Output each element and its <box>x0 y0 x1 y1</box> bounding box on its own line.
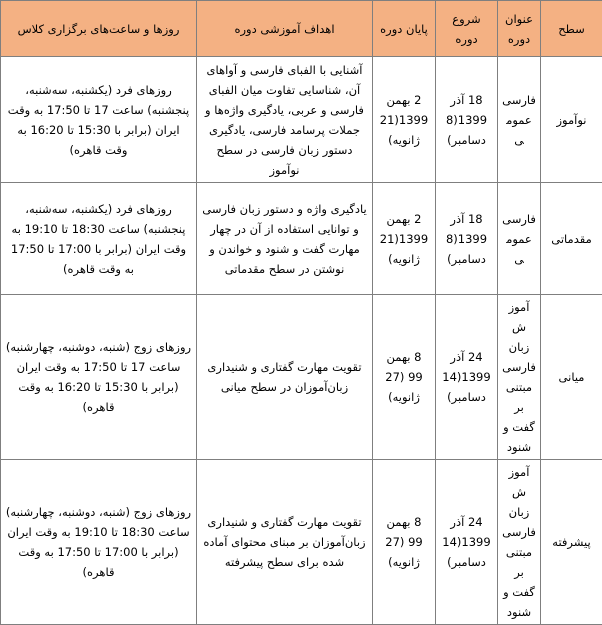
start-date-day: 18 آذر <box>440 90 493 110</box>
cell-end <box>373 460 436 625</box>
cell-end <box>373 57 436 183</box>
cell-goals: یادگیری واژه و دستور زبان فارسی و توانایی استفاده از آن در چهار مهارت گفت و شنود و خواندن و نوشتن در سطح مقدماتی <box>197 183 373 295</box>
cell-title: آموزش زبان فارسی مبتنی بر گفت و شنود <box>498 295 541 460</box>
start-date-month: دسامبر) <box>440 130 493 150</box>
cell-start <box>436 183 498 295</box>
header-start: شروع دوره <box>436 1 498 57</box>
cell-schedule: روزهای فرد (یکشنبه، سه‌شنبه، پنجشنبه) ساعت 17 تا 17:50 به وقت ایران (برابر با 15:30 تا 16:20 به وقت قاهره) <box>1 57 197 183</box>
cell-title: فارسی عمومی <box>498 57 541 183</box>
start-date-year: 1399(8 <box>440 110 493 130</box>
start-date-month: دسامبر) <box>440 249 493 269</box>
table-row <box>1 295 602 460</box>
cell-start <box>436 295 498 460</box>
cell-end <box>373 295 436 460</box>
header-level: سطح <box>541 1 602 57</box>
end-date-day: 2 بهمن <box>377 90 431 110</box>
end-date-month: ژانویه) <box>377 249 431 269</box>
start-date-year: 1399(14 <box>440 532 493 552</box>
table-header-row <box>1 1 602 57</box>
cell-title: آموزش زبان فارسی مبتنی بر گفت و شنود <box>498 460 541 625</box>
end-date-day: 8 بهمن <box>377 347 431 367</box>
cell-goals: تقویت مهارت گفتاری و شنیداری زبان‌آموزان بر مبنای محتوای آماده شده برای سطح پیشرفته <box>197 460 373 625</box>
end-date-day: 8 بهمن <box>377 512 431 532</box>
start-date-day: 24 آذر <box>440 347 493 367</box>
header-title: عنوان دوره <box>498 1 541 57</box>
cell-end <box>373 183 436 295</box>
cell-schedule: روزهای فرد (یکشنبه، سه‌شنبه، پنجشنبه) ساعت 18:30 تا 19:10 به وقت ایران (برابر با 17:00 تا 17:50 به وقت قاهره) <box>1 183 197 295</box>
table-row <box>1 183 602 295</box>
cell-start <box>436 460 498 625</box>
cell-goals: آشنایی با الفبای فارسی و آواهای آن، شناسایی تفاوت میان الفبای فارسی و عربی، یادگیری واژه‌ها و جملات پرسامد فارسی، یادگیری دستور زبان فارسی در سطح نوآموز <box>197 57 373 183</box>
end-date-year: 99 (27 <box>377 367 431 387</box>
table-row <box>1 57 602 183</box>
cell-goals: تقویت مهارت گفتاری و شنیداری زبان‌آموزان در سطح میانی <box>197 295 373 460</box>
cell-level: میانی <box>541 295 602 460</box>
cell-level: پیشرفته <box>541 460 602 625</box>
end-date-year: 99 (27 <box>377 532 431 552</box>
end-date-month: ژانویه) <box>377 387 431 407</box>
end-date-month: ژانویه) <box>377 552 431 572</box>
cell-level: مقدماتی <box>541 183 602 295</box>
header-schedule: روزها و ساعت‌های برگزاری کلاس <box>1 1 197 57</box>
end-date-year: 1399(21 <box>377 110 431 130</box>
cell-level: نوآموز <box>541 57 602 183</box>
start-date-day: 18 آذر <box>440 209 493 229</box>
cell-title: فارسی عمومی <box>498 183 541 295</box>
start-date-day: 24 آذر <box>440 512 493 532</box>
start-date-year: 1399(14 <box>440 367 493 387</box>
start-date-month: دسامبر) <box>440 552 493 572</box>
header-end: پایان دوره <box>373 1 436 57</box>
cell-schedule: روزهای زوج (شنبه، دوشنبه، چهارشنبه) ساعت 17 تا 17:50 به وقت ایران (برابر با 15:30 تا 16:20 به وقت قاهره) <box>1 295 197 460</box>
cell-schedule: روزهای زوج (شنبه، دوشنبه، چهارشنبه) ساعت 18:30 تا 19:10 به وقت ایران (برابر با 17:00 تا 17:50 به وقت قاهره) <box>1 460 197 625</box>
end-date-month: ژانویه) <box>377 130 431 150</box>
start-date-year: 1399(8 <box>440 229 493 249</box>
cell-start <box>436 57 498 183</box>
start-date-month: دسامبر) <box>440 387 493 407</box>
end-date-day: 2 بهمن <box>377 209 431 229</box>
table-row <box>1 460 602 625</box>
end-date-year: 1399(21 <box>377 229 431 249</box>
header-goals: اهداف آموزشی دوره <box>197 1 373 57</box>
